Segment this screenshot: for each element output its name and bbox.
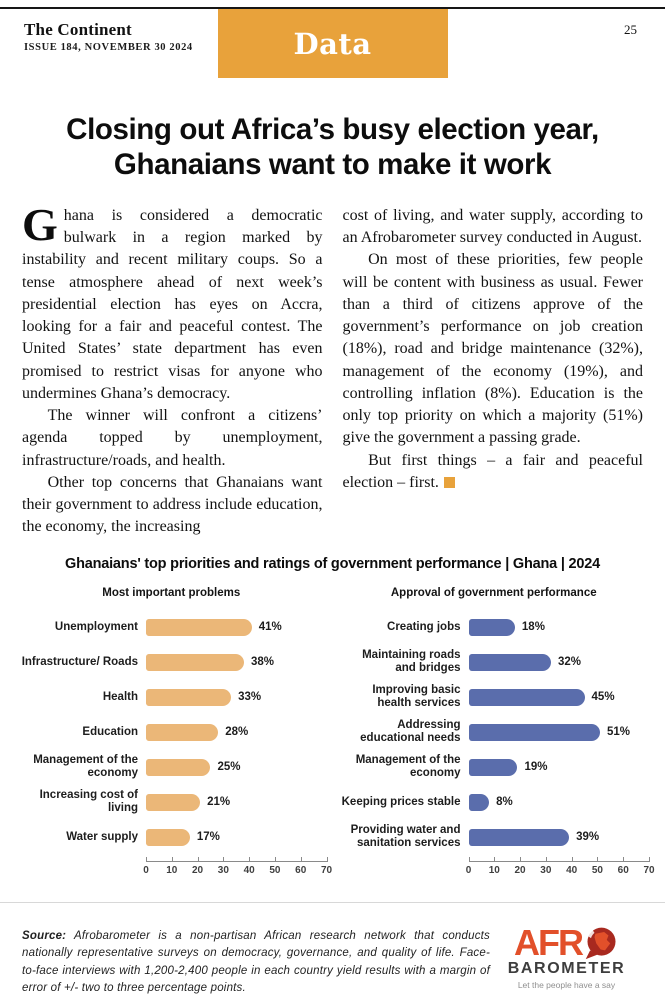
paragraph: Other top concerns that Ghanaians want their government to address include education, the economy, the increasing [22,473,323,536]
axis-tick [649,857,650,862]
logo-barometer-text: BAROMETER [507,959,626,977]
bar-row [339,682,650,713]
bar [469,794,490,811]
axis-tick [146,857,147,862]
axis-tick [572,857,573,862]
paragraph-text: hana is considered a democratic bulwark in a region marked by instability and recent military coups. So a tense atmosphere ahead of next week’s presidential election has eyes on Accra, looking for a fair and peaceful contest. The United States’ state department has even promised to restrict visas for anyone who undermines Ghana’s democracy. [22,207,323,402]
bar-value: 25% [217,761,241,774]
source-label: Source: [22,930,67,943]
axis-tick [520,857,521,862]
paragraph: On most of these priorities, few people will be content with business as usual. Fewer than a third of citizens approve of the government’s performance on job creation (18%), road and bridge maintenance (32%), management of the economy (19%), and controlling inflation (8%). Education is the only top priority on which a majority (51%) give the government a passing grade. [342,251,643,447]
bar-value: 33% [238,691,262,704]
figure-title: Ghanaians' top priorities and ratings of government performance | Ghana | 2024 [64,555,600,572]
axis-tick [172,857,173,862]
bar-row [16,752,327,783]
bar-row [16,647,327,678]
publication-name: The Continent [24,20,132,39]
bar-value: 32% [558,656,582,669]
axis-tick-label: 70 [320,864,333,876]
bar-value: 17% [196,831,220,844]
bar-row [16,822,327,853]
bar-label: Increasing cost of living [39,789,138,815]
bar-row [339,822,650,853]
bar-value: 39% [576,831,600,844]
axis-tick-label: 10 [166,864,178,876]
x-axis-row [16,861,333,884]
chart-most-important-problems [10,587,333,884]
bar-label: Education [82,725,138,738]
axis-tick-label: 50 [269,864,281,876]
bar-label: Management of the economy [33,754,138,780]
article-column-right [343,205,644,539]
axis-tick-label: 60 [617,864,629,876]
bar-value: 21% [207,796,231,809]
axis-tick [301,857,302,862]
source-note [22,928,490,997]
bar [146,619,252,636]
masthead [24,20,193,53]
axis-tick-label: 70 [643,864,655,876]
paragraph: cost of living, and water supply, according to an Afrobarometer survey conducted in August. [342,207,643,247]
bar-label: Creating jobs [387,620,461,633]
bar-label: Keeping prices stable [341,795,461,808]
axis-tick-label: 10 [488,864,500,876]
axis-tick [469,857,470,862]
axis-tick [275,857,276,862]
bar [146,724,218,741]
paragraph [22,199,323,405]
article-column-left [22,199,323,539]
bar-row [16,682,327,713]
logo-afro-text: AFR [514,921,582,963]
africa-circle-icon [584,925,619,960]
bar-value: 28% [225,726,249,739]
bar-row [16,787,327,818]
axis-tick [198,857,199,862]
chart-subtitle: Approval of government performance [390,586,597,599]
x-axis-row [339,861,655,884]
bar [469,829,570,846]
headline-line-2: Ghanaians want to make it work [113,147,552,181]
page-footer [0,903,665,1000]
axis-tick-label: 20 [514,864,526,876]
bar-label: Management of the economy [355,754,461,780]
bar-label: Providing water and sanitation services [350,824,461,850]
axis-tick [546,857,547,862]
article-end-marker-icon [444,477,455,488]
bar-label: Maintaining roads and bridges [362,649,461,675]
bar [469,724,601,741]
axis-tick [623,857,624,862]
axis-tick-label: 0 [465,864,472,876]
bar-value: 51% [607,726,631,739]
bar-value: 8% [496,796,513,809]
bar-row [16,717,327,748]
bar-label: Unemployment [54,620,138,633]
headline-line-1: Closing out Africa’s busy election year, [66,113,599,146]
bar-row [339,752,650,783]
bar [146,689,231,706]
bar-row [339,717,650,748]
bar-label: Health [102,690,138,703]
axis-tick-label: 20 [192,864,204,876]
drop-cap: G [22,199,58,250]
bar-value: 45% [591,691,615,704]
bar [469,654,552,671]
bar-label: Improving basic health services [372,684,461,710]
bar [146,794,200,811]
section-banner [218,9,448,78]
logo-tagline: Let the people have a say [517,979,616,990]
paragraph-text: But first things – a fair and peaceful election – first. [342,451,643,491]
bar-value: 38% [250,656,275,669]
charts-container [0,587,665,884]
issue-line: ISSUE 184, NOVEMBER 30 2024 [24,42,193,53]
bar-row [339,787,650,818]
bar-label: Infrastructure/ Roads [21,655,138,668]
bar-value: 19% [524,761,548,774]
bar [469,619,515,636]
bar-row [339,612,650,643]
bar-label: Water supply [66,830,138,843]
bar-value: 18% [521,621,545,634]
bar [469,759,518,776]
axis-tick-label: 30 [217,864,229,876]
page-header [0,0,665,80]
bar [146,829,190,846]
x-axis [465,861,655,884]
paragraph [343,450,644,494]
axis-tick [494,857,495,862]
bar [146,759,210,776]
axis-tick-label: 40 [243,864,255,876]
bar-value: 41% [258,621,282,634]
section-label: Data [293,26,372,61]
axis-tick-label: 60 [295,864,307,876]
axis-tick-label: 30 [540,864,552,876]
article-headline [0,113,665,182]
axis-tick-label: 40 [566,864,578,876]
page-number: 25 [624,22,637,37]
axis-tick-label: 0 [143,864,149,876]
x-axis [143,861,333,884]
paragraph: The winner will confront a citizens’ agenda topped by unemployment, infrastructure/roads, and health. [22,407,323,469]
bar-row [339,647,650,678]
bar [146,654,244,671]
axis-tick [223,857,224,862]
chart-subtitle: Most important problems [102,586,241,599]
axis-tick [249,857,250,862]
axis-tick [327,857,328,862]
bar-row [16,612,327,643]
source-text: Afrobarometer is a non-partisan African research network that conducts nationally representative surveys on democracy, governance, and quality of life. Face-to-face interviews with 1,200-2,400 people in each country yield results with a margin of error of +/- two to three percentage points. [22,930,491,994]
axis-tick-label: 50 [591,864,603,876]
bar [469,689,585,706]
article-body [0,199,665,539]
axis-tick [597,857,598,862]
bar-label: Addressing educational needs [360,719,461,745]
chart-government-performance [333,587,656,884]
afrobarometer-logo [490,917,643,1000]
